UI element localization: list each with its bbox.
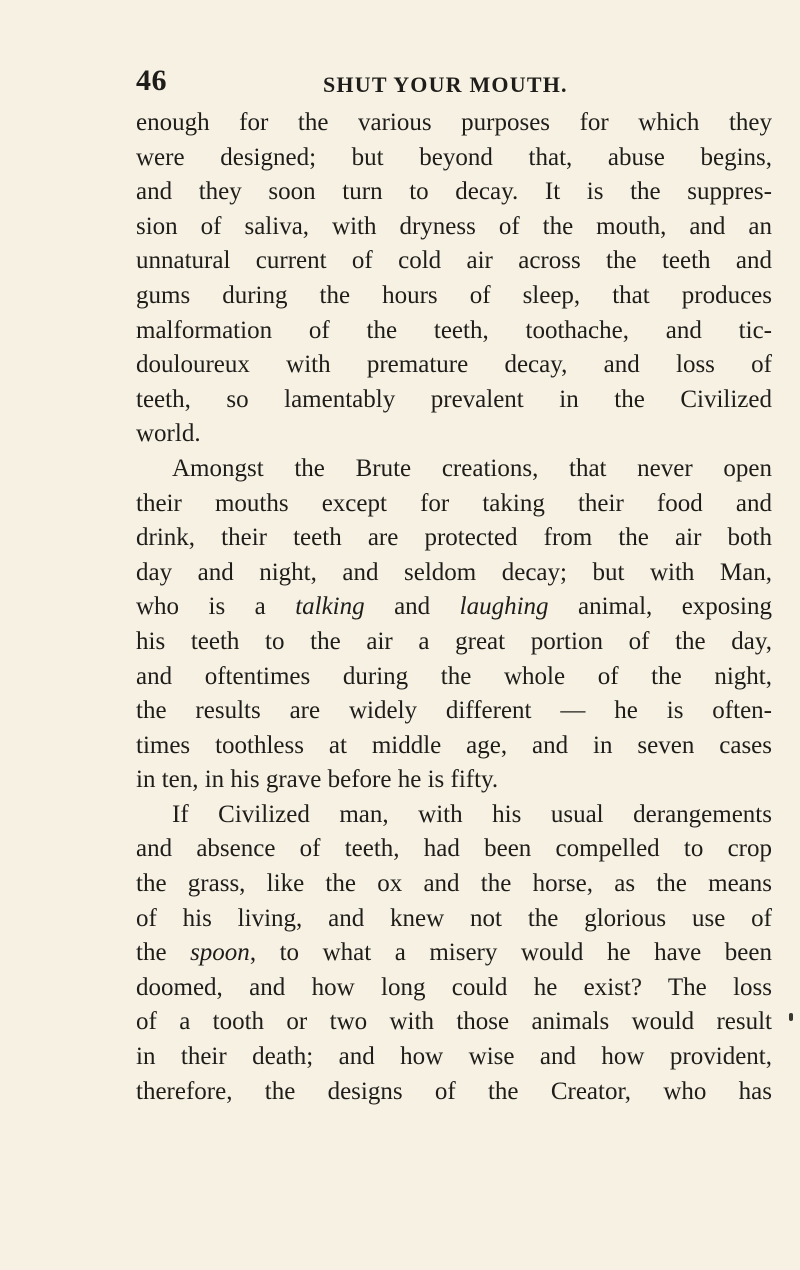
text-line: world. [136, 420, 201, 448]
paragraph-2 [136, 452, 772, 798]
text-line: and oftentimes during the whole of the night, [136, 662, 772, 690]
text-line: gums during the hours of sleep, that produces [136, 281, 772, 309]
text-run: animal, exposing [548, 593, 772, 621]
text-line: If Civilized man, with his usual derangements [172, 800, 772, 828]
text-line: the results are widely different — he is often- [136, 697, 772, 725]
text-line: and absence of teeth, had been compelled to crop [136, 835, 772, 863]
text-line: therefore, the designs of the Creator, who has [136, 1077, 772, 1105]
text-line: enough for the various purposes for which they [136, 109, 772, 136]
text-line: doomed, and how long could he exist? The loss [136, 973, 772, 1001]
text-line: of a tooth or two with those animals would result [136, 1008, 772, 1036]
text-run: the [136, 939, 191, 967]
text-line: drink, their teeth are protected from the air both [136, 524, 772, 552]
text-line: teeth, so lamentably prevalent in the Civilized [136, 385, 772, 413]
page-header [126, 66, 774, 102]
text-line-with-italics [136, 936, 772, 971]
text-line: unnatural current of cold air across the teeth and [136, 247, 772, 275]
text-line: the grass, like the ox and the horse, as the means [136, 870, 772, 898]
page-number: 46 [136, 64, 167, 97]
text-line: sion of saliva, with dryness of the mouth, and an [136, 212, 772, 240]
text-line: douloureux with premature decay, and loss of [136, 351, 772, 379]
body-text [136, 106, 772, 1109]
text-line: their mouths except for taking their food and [136, 489, 772, 517]
italic-word-talking: talking [295, 593, 365, 621]
text-line: day and night, and seldom decay; but with Man, [136, 558, 772, 586]
margin-mark [789, 1013, 793, 1021]
text-line: were designed; but beyond that, abuse begins, [136, 143, 772, 171]
text-line: and they soon turn to decay. It is the suppres- [136, 178, 772, 206]
running-head: SHUT YOUR MOUTH. [323, 72, 568, 97]
text-run: who is a [136, 593, 296, 621]
text-line: malformation of the teeth, toothache, and tic- [136, 316, 772, 344]
italic-word-spoon: spoon [190, 939, 250, 967]
text-run: and [364, 593, 460, 621]
text-line-with-italics [136, 590, 772, 625]
text-line: Amongst the Brute creations, that never open [172, 454, 772, 482]
paragraph-1 [136, 106, 772, 452]
text-line: of his living, and knew not the glorious use of [136, 904, 772, 932]
text-line: in their death; and how wise and how provident, [136, 1043, 772, 1071]
italic-word-laughing: laughing [459, 593, 549, 621]
text-line: in ten, in his grave before he is fifty. [136, 766, 499, 794]
paragraph-3 [136, 798, 772, 1109]
text-line: times toothless at middle age, and in seven cases [136, 731, 772, 759]
text-line: his teeth to the air a great portion of the day, [136, 627, 772, 655]
text-run: , to what a misery would he have been [249, 939, 772, 967]
